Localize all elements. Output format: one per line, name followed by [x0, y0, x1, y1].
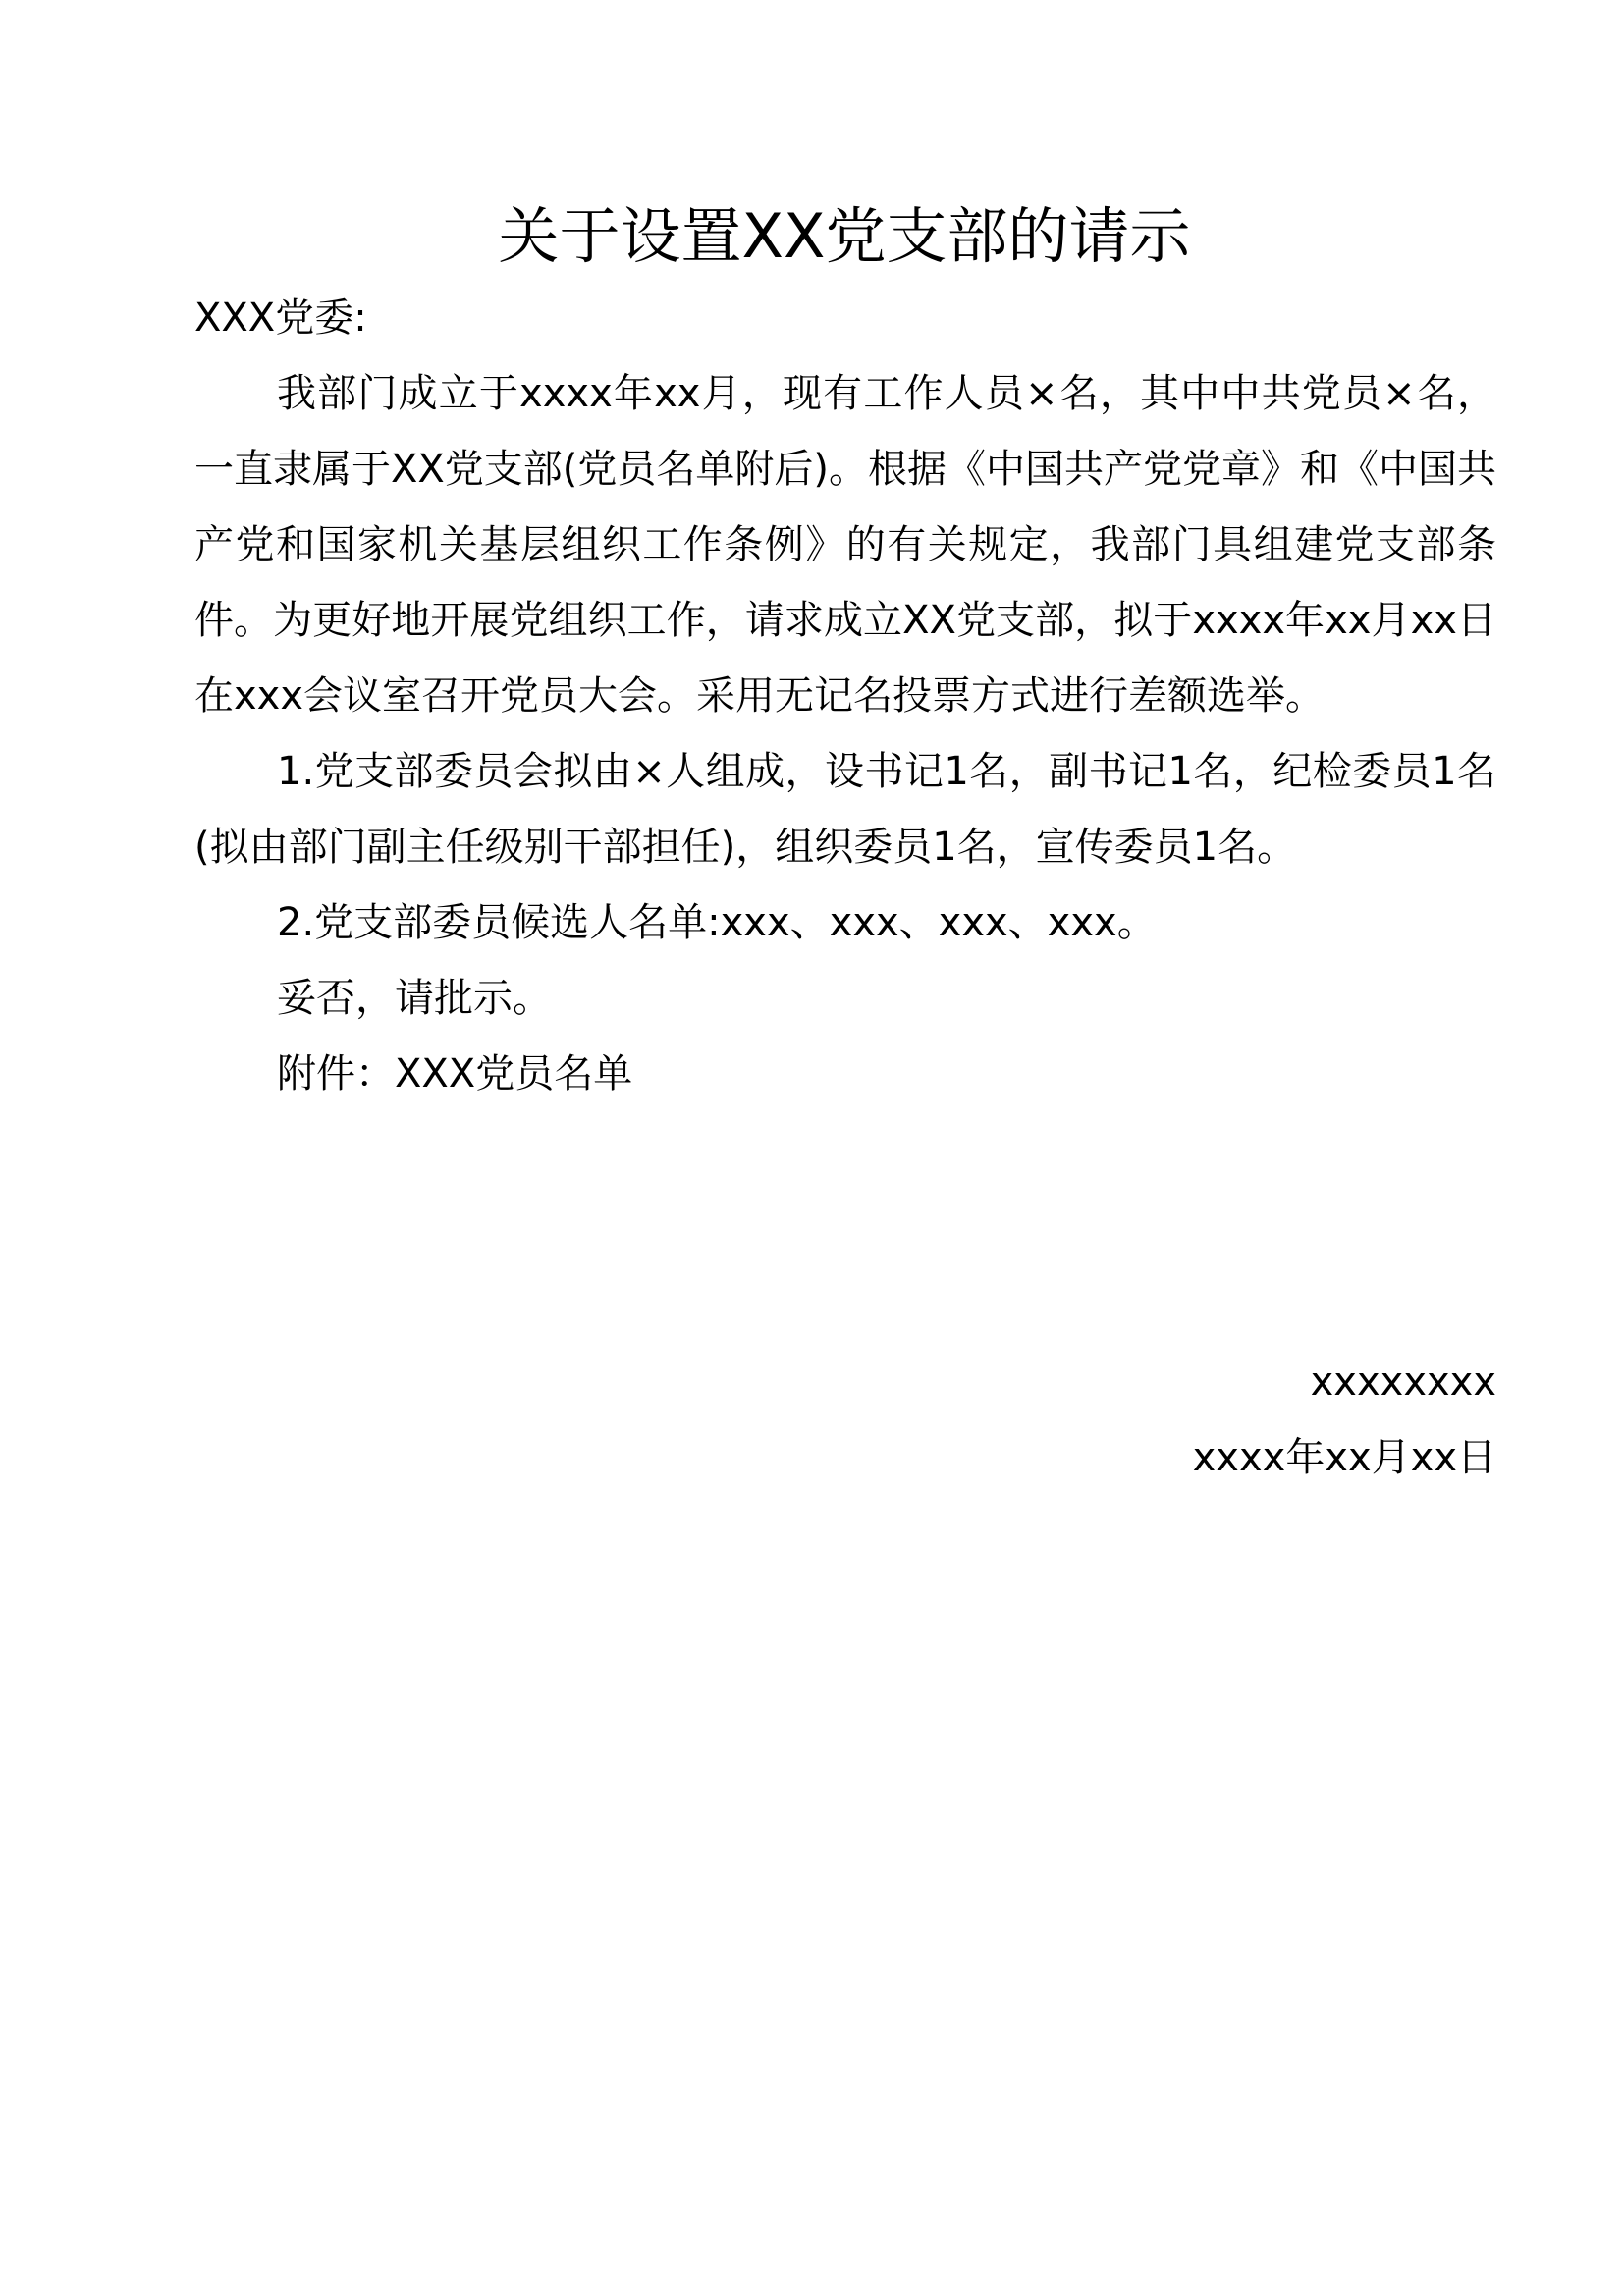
salutation: XXX党委: [194, 295, 367, 341]
paragraph-closing: 妥否，请批示。 [277, 976, 552, 1021]
paragraph-item-1: 1.党支部委员会拟由×人组成，设书记1名，副书记1名，纪检委员1名(拟由部门副主任级别干部担任)，组织委员1名，宣传委员1名。 [194, 749, 1496, 870]
paragraph-attachment: 附件：XXX党员名单 [277, 1051, 633, 1096]
document-title: 关于设置XX党支部的请示 [498, 200, 1191, 272]
signature-block [1193, 1345, 1496, 1496]
signature-sender: xxxxxxxx [1310, 1360, 1496, 1405]
document-body [194, 281, 1496, 1112]
signature-date: xxxx年xx月xx日 [1192, 1435, 1496, 1480]
paragraph-main: 我部门成立于xxxx年xx月，现有工作人员×名，其中中共党员×名，一直隶属于XX党支部(党员名单附后)。根据《中国共产党党章》和《中国共产党和国家机关基层组织工作条例》的有关规定，我部门具组建党支部条件。为更好地开展党组织工作，请求成立XX党支部，拟于xxxx年xx月xx日在xxx会议室召开党员大会。采用无记名投票方式进行差额选举。 [194, 371, 1497, 719]
paragraph-item-2: 2.党支部委员候选人名单:xxx、xxx、xxx、xxx。 [277, 900, 1157, 945]
